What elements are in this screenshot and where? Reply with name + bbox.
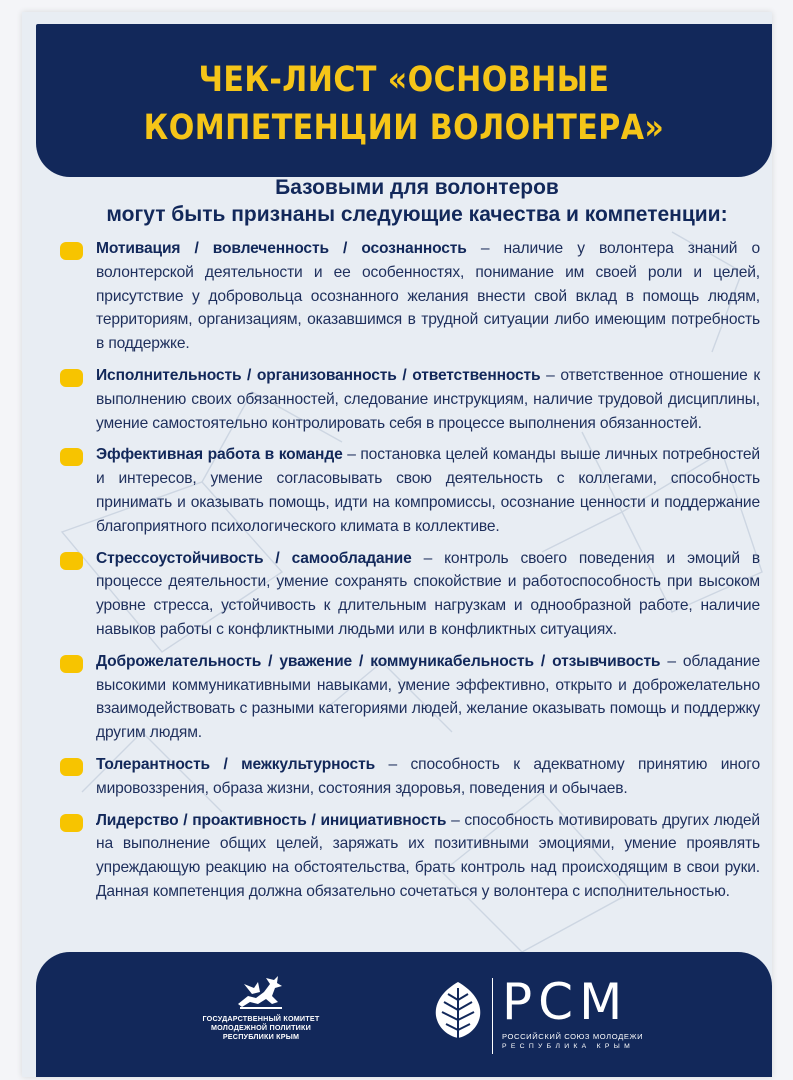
rsm-region: РЕСПУБЛИКА КРЫМ [502, 1043, 635, 1050]
competency-description: – ответственное отношение к выполнению своих обязанностей, следование инструкциям, наличие трудовой дисциплины, умение самостоятельно контролировать себя в процессе выполнения обязанностей. [96, 366, 760, 432]
title-banner [36, 24, 772, 177]
intro-line-2: могут быть признаны следующие качества и компетенции: [106, 203, 728, 226]
competency-description: – способность мотивировать других людей на выполнение общих целей, заряжать их позитивными эмоциями, умение проявлять упреждающую реакцию на обстоятельства, брать контроль над происходящим в свои руки. Данная компетенция должна обязательно сочетаться у волонтера с исполнительностью. [96, 811, 760, 900]
competency-term: Мотивация / вовлеченность / осознанность [96, 240, 467, 257]
bullet-marker [60, 448, 83, 466]
logo-divider [492, 978, 493, 1054]
competency-item [60, 237, 760, 356]
checklist-sheet [22, 12, 772, 1077]
rsm-abbreviation: РСМ [502, 973, 629, 1031]
leaf-icon [432, 980, 484, 1042]
competency-term: Толерантность / межкультурность [96, 755, 376, 773]
gov-name-line-2: МОЛОДЕЖНОЙ ПОЛИТИКИ [211, 1023, 311, 1032]
intro-heading [22, 174, 772, 228]
competency-item [60, 443, 760, 538]
competency-item [60, 364, 760, 435]
competency-description: – обладание высокими коммуникативными навыками, умение эффективно, открыто и доброжелательно взаимодействовать с разными категориями людей, желание оказывать помощь и поддержку другим людям. [96, 652, 760, 742]
competency-description: – постановка целей команды выше личных потребностей и интересов, умение согласовывать свою деятельность с коллегами, способность принимать и оказывать помощь, идти на компромиссы, осознание ценности и поддержание благоприятного психологического климата в коллективе. [96, 446, 760, 535]
competency-item [60, 809, 760, 904]
rsm-wordmark [502, 974, 643, 1051]
title-line-2: КОМПЕТЕНЦИИ ВОЛОНТЕРА» [143, 108, 665, 148]
intro-line-1: Базовыми для волонтеров [275, 176, 559, 199]
griffin-icon [230, 974, 292, 1010]
footer-banner [36, 952, 772, 1077]
competency-term: Исполнительность / организованность / ответственность [96, 366, 541, 384]
bullet-marker [60, 242, 83, 260]
gov-name-line-1: ГОСУДАРСТВЕННЫЙ КОМИТЕТ [202, 1014, 320, 1023]
competency-term: Лидерство / проактивность / инициативность [96, 811, 447, 829]
gov-name-line-3: РЕСПУБЛИКИ КРЫМ [222, 1032, 300, 1041]
bullet-marker [60, 369, 83, 387]
competency-term: Эффективная работа в команде [96, 446, 343, 464]
competency-item [60, 547, 760, 642]
competency-list [60, 237, 760, 912]
bullet-marker [60, 655, 83, 673]
rsm-logo [432, 974, 672, 1054]
competency-description: – способность к адекватному принятию иного мировоззрения, образа жизни, состояния здоровья, поведения и обычаев. [96, 755, 760, 797]
page-title [88, 56, 721, 152]
competency-item [60, 650, 760, 745]
competency-term: Стрессоустойчивость / самообладание [96, 549, 412, 567]
title-line-1: ЧЕК-ЛИСТ «ОСНОВНЫЕ [198, 60, 610, 100]
bullet-marker [60, 758, 83, 776]
rsm-full-name: РОССИЙСКИЙ СОЮЗ МОЛОДЕЖИ [502, 1032, 644, 1041]
competency-description: – контроль своего поведения и эмоций в процессе деятельности, умение сохранять спокойствие и работоспособность при высоком уровне стресса, устойчивость к длительным нагрузкам и однообразной работе, наличие навыков работы с конфликтными людьми или в конфликтных ситуациях. [96, 549, 760, 638]
competency-term: Доброжелательность / уважение / коммуникабельность / отзывчивость [96, 652, 661, 670]
bullet-marker [60, 814, 83, 832]
bullet-marker [60, 552, 83, 570]
gov-committee-logo [201, 974, 321, 1041]
competency-description: – наличие у волонтера знаний о волонтерской деятельности и ее особенностях, понимание им своей роли и целей, присутствие у добровольца осознанного желания внести свой вклад в помощь людям, территориям, организациям, оказавшимся в трудной ситуации либо имеющим потребность в поддержке. [96, 240, 760, 353]
gov-committee-name [201, 1014, 321, 1041]
competency-item [60, 753, 760, 801]
